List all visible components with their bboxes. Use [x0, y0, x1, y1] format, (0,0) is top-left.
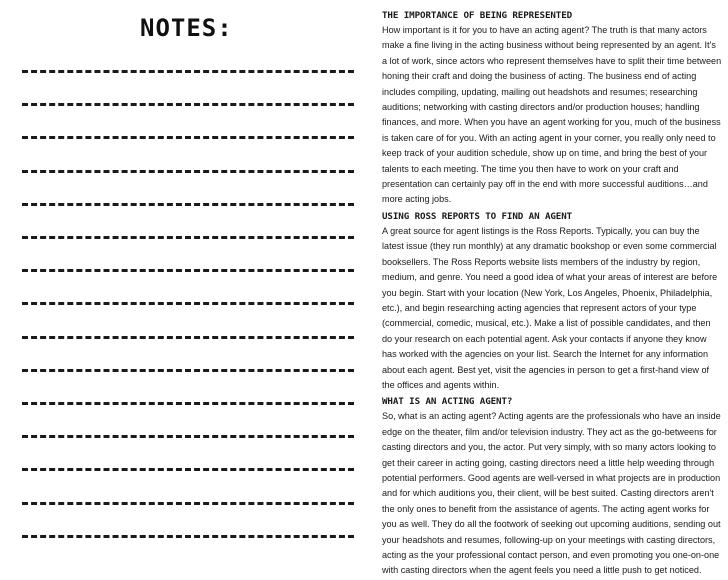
article-column: [382, 8, 722, 580]
section-heading: THE IMPORTANCE OF BEING REPRESENTED: [382, 10, 573, 21]
section-body: How important is it for you to have an acting agent? The truth is that many actors make a fine living in the acting business without being represented by an agent. It's a lot of work, since actors who represent themselves have to split their time between honing their craft and doing the business of acting. The business end of acting includes compiling, updating, mailing out headshots and resumes; researching auditions; networking with casting directors and/or production houses; handling finances, and more. When you have an agent working for you, much of the business is taken care of for you. With an acting agent in your corner, you really only need to keep track of your audition schedule, show up on time, and bring the best of your talents to each meeting. The time you then have to work on your craft and presentation can certainly pay off in the end with more successful auditions…and more acting jobs.: [382, 25, 722, 205]
note-line: [22, 136, 354, 139]
note-line: [22, 435, 354, 438]
section-body: A great source for agent listings is the Ross Reports. Typically, you can buy the latest issue (they run monthly) at any dramatic bookshop or even some commercial booksellers. The Ross Reports website lists members of the industry by region, medium, and genre. You need a good idea of what your areas of interest are before you begin. Start with your location (New York, Los Angeles, Phoenix, Philadelphia, etc.), and begin researching acting agencies that represent actors of your type (commercial, comedic, musical, etc.). Make a list of possible candidates, and then do your research on each potential agent. Ask your contacts if anyone they know has worked with the agencies on your list. Search the Internet for any information about each agent. Best yet, visit the agencies in person to get a first-hand view of the offices and agents within.: [382, 225, 718, 390]
note-line: [22, 70, 354, 73]
note-line: [22, 402, 354, 405]
section-heading: WHAT IS AN ACTING AGENT?: [382, 396, 513, 408]
note-line: [22, 203, 354, 206]
section-what-is-agent: [382, 394, 722, 578]
note-line: [22, 468, 354, 471]
notes-title: NOTES:: [140, 14, 233, 42]
note-line: [22, 502, 354, 505]
section-heading: USING ROSS REPORTS TO FIND AN AGENT: [382, 210, 573, 222]
note-line: [22, 103, 354, 106]
note-line: [22, 170, 354, 173]
note-line: [22, 236, 354, 239]
note-line: [22, 369, 354, 372]
note-line: [22, 535, 354, 538]
section-ross-reports: [382, 209, 722, 393]
notes-column: [0, 0, 365, 563]
note-line: [22, 269, 354, 272]
note-line: [22, 336, 354, 339]
section-body: So, what is an acting agent? Acting agents are the professionals who have an inside edge on the theater, film and/or television industry. They act as the go-betweens for casting directors and you, the actor. Put very simply, with so many actors looking to get their career in acting going, casting directors need a little help weeding through potential performers. Good agents are well-versed in what projects are in production and for which auditions you, their client, will be best suited. Casting directors aren't the only ones to benefit from the assistance of agents. The acting agent works for you as well. They do all the footwork of seeking out upcoming auditions, sending out your headshots and resumes, following-up on your meetings with casting directors, acting as the your professional contact person, and even promoting you one-on-one with casting directors when the agent feels you need a little push to get noticed.: [382, 411, 721, 576]
section-importance: [382, 8, 722, 208]
note-line: [22, 302, 354, 305]
